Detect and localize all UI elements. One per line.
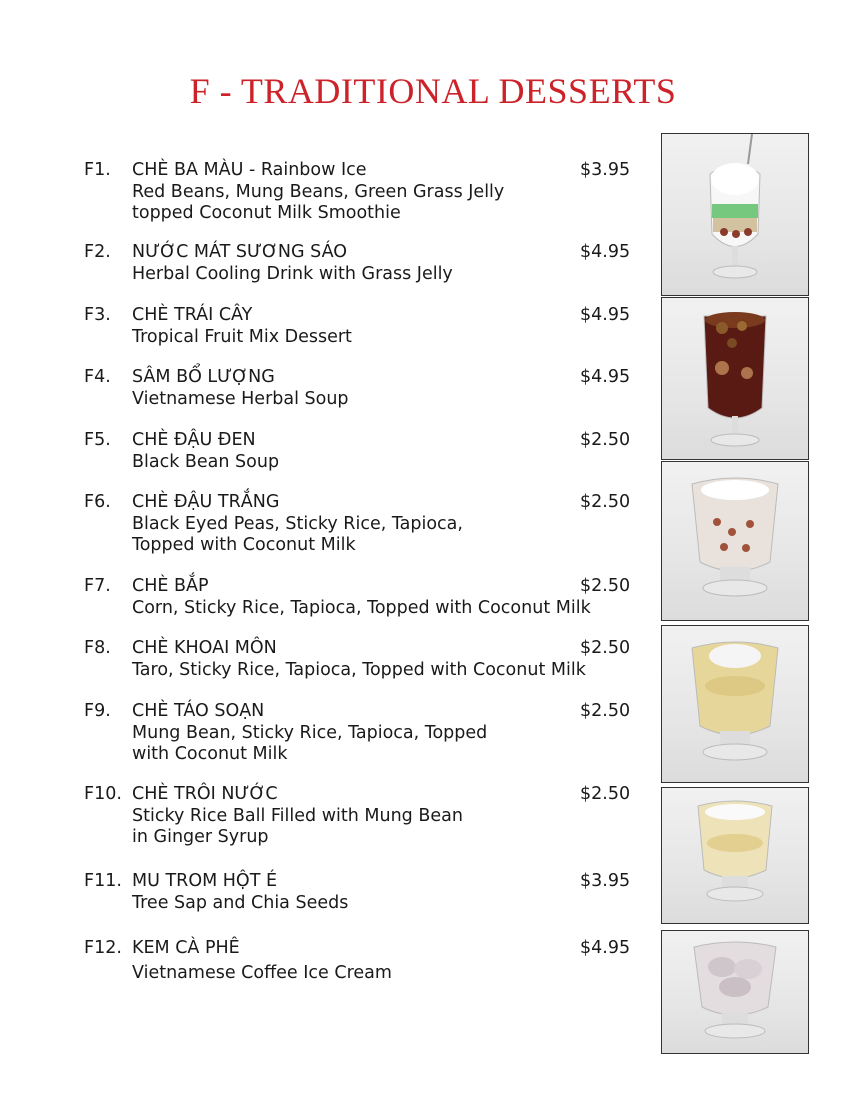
item-name: CHÈ BẮP — [132, 576, 209, 596]
item-description: Vietnamese Herbal Soup — [132, 388, 349, 409]
item-description: Vietnamese Coffee Ice Cream — [132, 963, 392, 983]
item-code: F1. — [84, 160, 111, 180]
item-description: Corn, Sticky Rice, Tapioca, Topped with Coconut Milk — [132, 597, 591, 618]
item-name: CHÈ ĐẬU TRẮNG — [132, 492, 280, 512]
item-price: $2.50 — [580, 430, 631, 450]
item-name: CHÈ KHOAI MÔN — [132, 638, 277, 658]
item-code: F10. — [84, 784, 122, 804]
coffee-ice-cream-cup-photo — [661, 930, 809, 1054]
item-description: Taro, Sticky Rice, Tapioca, Topped with Coconut Milk — [132, 659, 586, 680]
item-description: Tree Sap and Chia Seeds — [132, 892, 349, 913]
item-code: F8. — [84, 638, 111, 658]
item-price: $2.50 — [580, 701, 631, 721]
item-name: KEM CÀ PHÊ — [132, 938, 240, 958]
item-name: CHÈ TÁO SOẠN — [132, 701, 265, 721]
fruit-mix-glass-photo — [661, 297, 809, 460]
item-price: $3.95 — [580, 160, 631, 180]
item-price: $2.50 — [580, 492, 631, 512]
item-code: F4. — [84, 367, 111, 387]
item-price: $2.50 — [580, 784, 631, 804]
item-name: CHÈ TRÔI NƯỚC — [132, 784, 278, 804]
rainbow-ice-glass-photo — [661, 133, 809, 296]
item-price: $3.95 — [580, 871, 631, 891]
item-name: SÂM BỔ LƯỢNG — [132, 367, 275, 387]
item-price: $4.95 — [580, 305, 631, 325]
item-code: F3. — [84, 305, 111, 325]
item-name: CHÈ ĐẬU ĐEN — [132, 430, 256, 450]
item-code: F2. — [84, 242, 111, 262]
item-code: F9. — [84, 701, 111, 721]
taro-cup-photo — [661, 625, 809, 783]
item-price: $2.50 — [580, 638, 631, 658]
coffee-ice-cream-illustration — [662, 931, 808, 1053]
item-description: Tropical Fruit Mix Dessert — [132, 326, 352, 347]
item-price: $4.95 — [580, 242, 631, 262]
item-name: CHÈ BA MÀU - Rainbow Ice — [132, 160, 367, 180]
item-name: CHÈ TRÁI CÂY — [132, 305, 253, 325]
item-description: Herbal Cooling Drink with Grass Jelly — [132, 263, 453, 284]
item-code: F5. — [84, 430, 111, 450]
item-code: F12. — [84, 938, 122, 958]
taro-illustration — [662, 626, 808, 782]
item-name: MU TROM HỘT É — [132, 871, 277, 891]
mung-bean-cup-photo — [661, 787, 809, 924]
page-title: F - TRADITIONAL DESSERTS — [189, 71, 677, 111]
rainbow-ice-illustration — [662, 134, 808, 295]
item-price: $4.95 — [580, 367, 631, 387]
item-name: NƯỚC MÁT SƯƠNG SÁO — [132, 242, 348, 262]
item-description: Black Bean Soup — [132, 451, 280, 472]
item-code: F11. — [84, 871, 122, 891]
fruit-mix-illustration — [662, 298, 808, 459]
item-code: F7. — [84, 576, 111, 596]
item-description: Mung Bean, Sticky Rice, Tapioca, Topped with Coconut Milk — [132, 722, 488, 764]
mung-bean-illustration — [662, 788, 808, 923]
item-price: $4.95 — [580, 938, 631, 958]
black-eyed-peas-illustration — [662, 462, 808, 620]
item-price: $2.50 — [580, 576, 631, 596]
item-description: Black Eyed Peas, Sticky Rice, Tapioca, Topped with Coconut Milk — [132, 513, 463, 555]
item-description: Sticky Rice Ball Filled with Mung Bean in Ginger Syrup — [132, 805, 463, 847]
item-code: F6. — [84, 492, 111, 512]
item-description: Red Beans, Mung Beans, Green Grass Jelly topped Coconut Milk Smoothie — [132, 181, 505, 223]
black-eyed-peas-cup-photo — [661, 461, 809, 621]
